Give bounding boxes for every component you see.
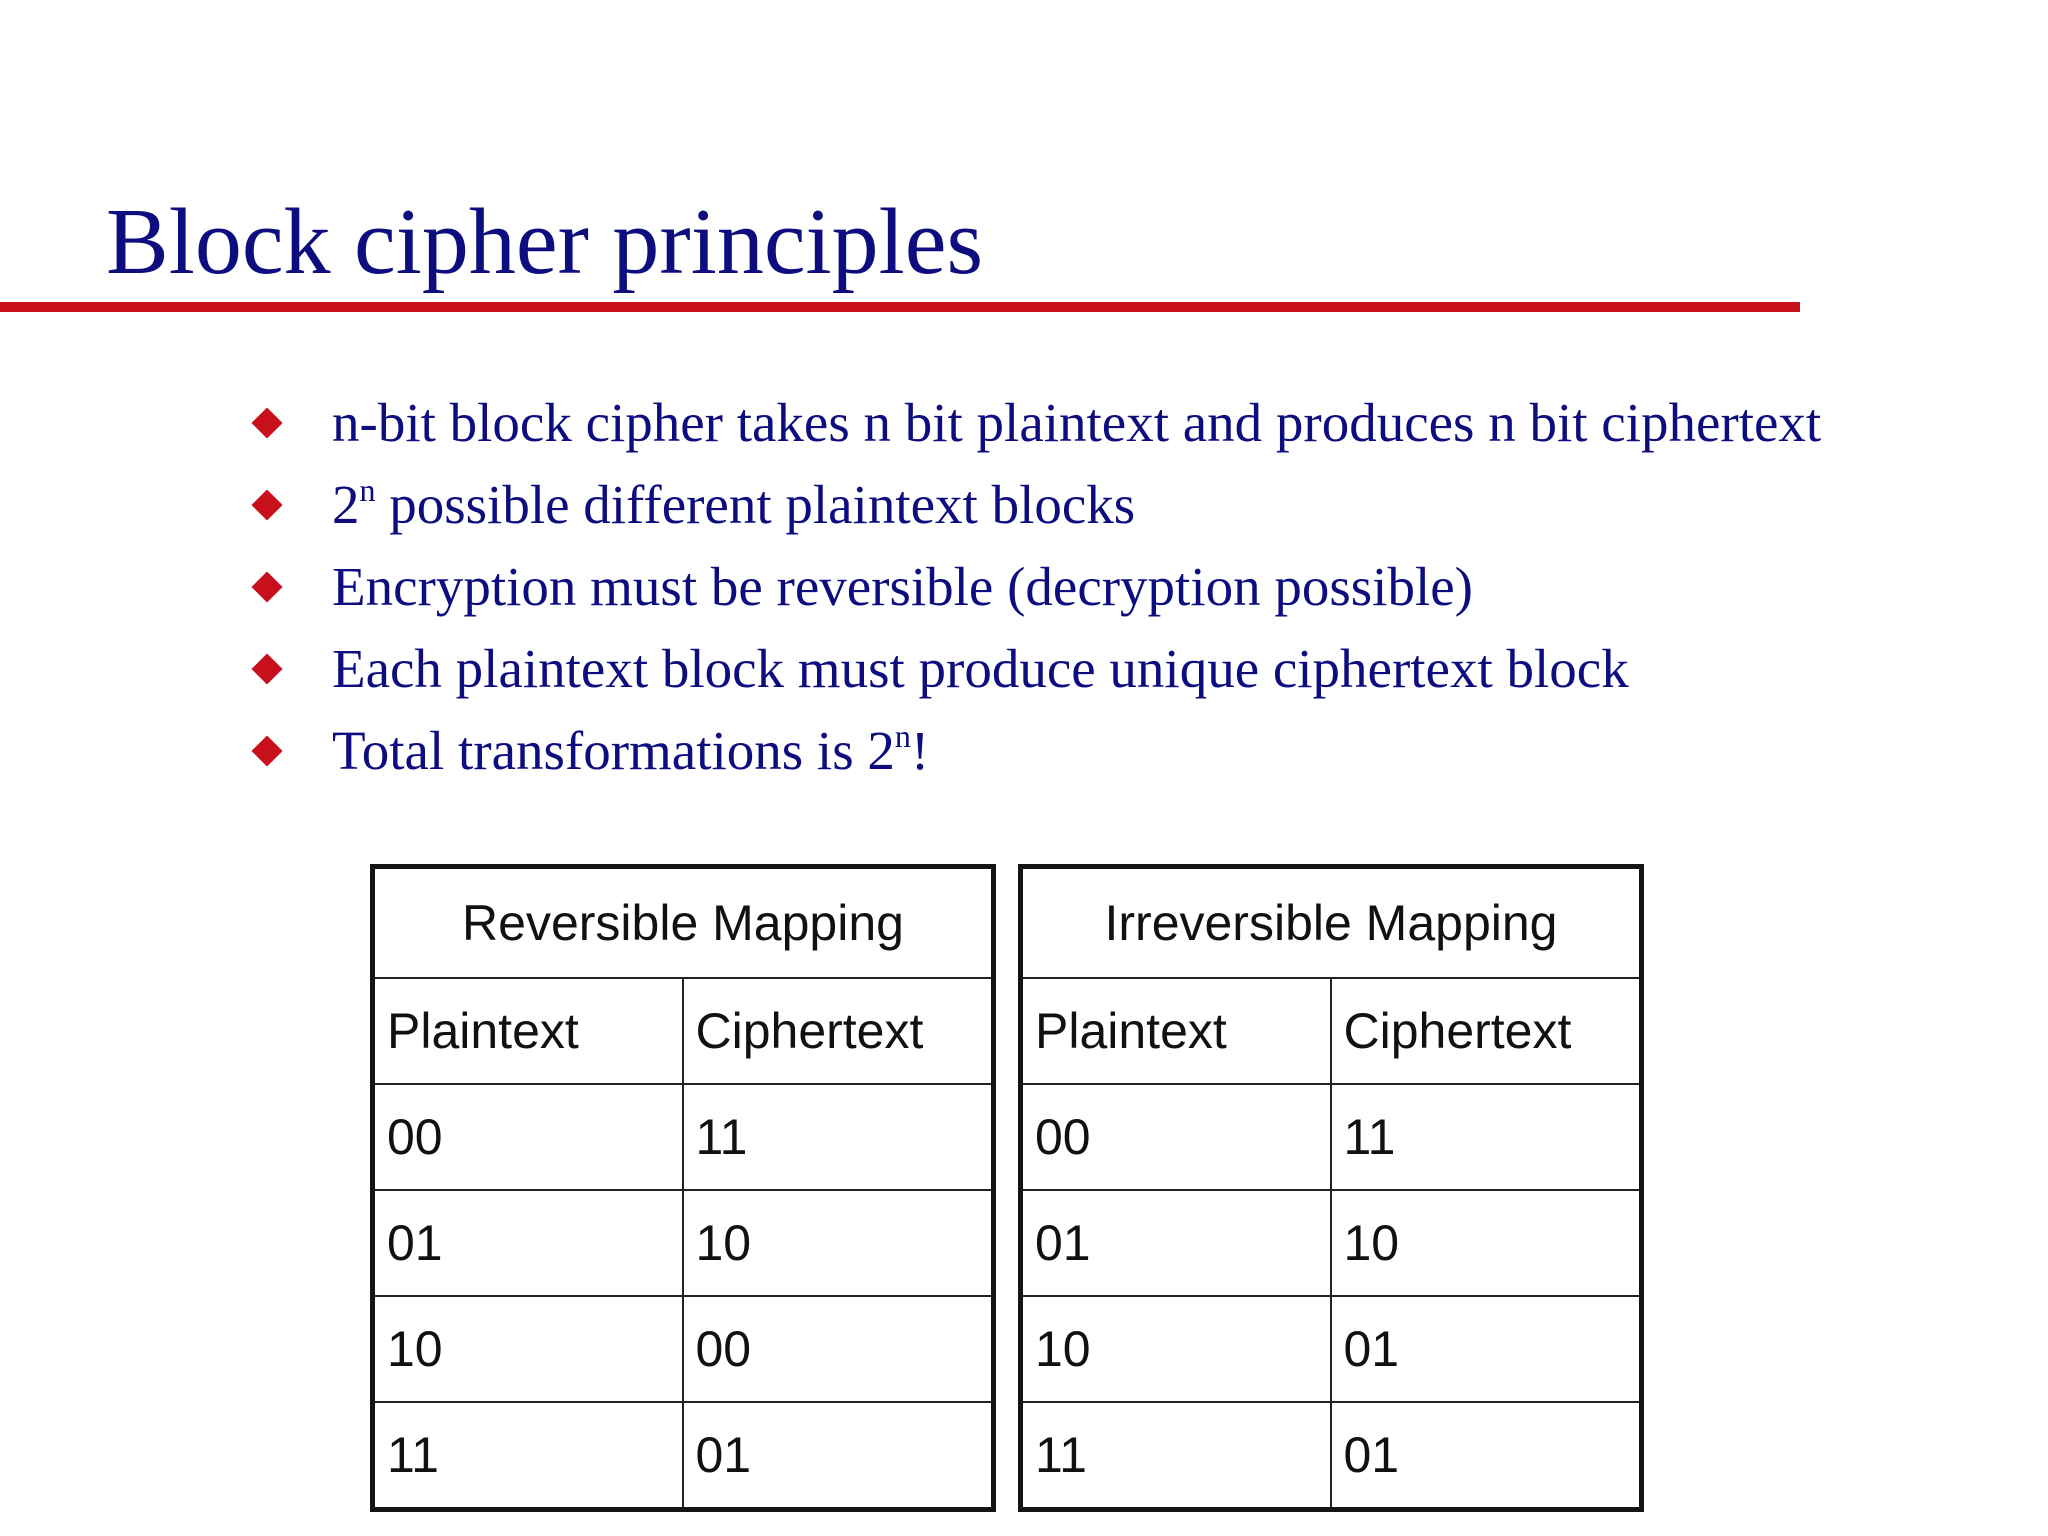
table-row — [1021, 1402, 1642, 1510]
plaintext-cell: 01 — [1021, 1190, 1331, 1296]
table-header-row — [1021, 978, 1642, 1084]
ciphertext-cell: 01 — [683, 1402, 994, 1510]
irreversible-mapping-table — [1018, 864, 1644, 1512]
bullet-text-post: ! — [910, 720, 930, 781]
bullet-text: Each plaintext block must produce unique ciphertext block — [332, 638, 1629, 699]
diamond-bullet-icon — [251, 653, 282, 684]
bullet-text-pre: Total transformations is 2 — [332, 720, 895, 781]
plaintext-cell: 11 — [373, 1402, 683, 1510]
bullet-list — [250, 388, 1821, 798]
plaintext-cell: 00 — [1021, 1084, 1331, 1190]
ciphertext-cell: 11 — [683, 1084, 994, 1190]
table-caption: Reversible Mapping — [373, 867, 994, 979]
plaintext-cell: 01 — [373, 1190, 683, 1296]
column-header-ciphertext: Ciphertext — [683, 978, 994, 1084]
slide-title: Block cipher principles — [106, 190, 984, 294]
ciphertext-cell: 10 — [1331, 1190, 1642, 1296]
table-row — [1021, 1296, 1642, 1402]
diamond-bullet-icon — [251, 489, 282, 520]
diamond-bullet-icon — [251, 571, 282, 602]
table-caption: Irreversible Mapping — [1021, 867, 1642, 979]
table-row — [373, 1084, 994, 1190]
table-header-row — [373, 978, 994, 1084]
bullet-text-pre: 2 — [332, 474, 360, 535]
table-row — [1021, 1084, 1642, 1190]
table-row — [373, 1190, 994, 1296]
diamond-bullet-icon — [251, 735, 282, 766]
table-row — [373, 1402, 994, 1510]
ciphertext-cell: 01 — [1331, 1296, 1642, 1402]
diamond-bullet-icon — [251, 407, 282, 438]
title-underline — [0, 302, 1800, 312]
column-header-plaintext: Plaintext — [373, 978, 683, 1084]
plaintext-cell: 10 — [373, 1296, 683, 1402]
superscript-n: n — [359, 472, 376, 508]
table-row — [1021, 1190, 1642, 1296]
ciphertext-cell: 01 — [1331, 1402, 1642, 1510]
bullet-item — [250, 552, 1821, 634]
bullet-text: n-bit block cipher takes n bit plaintext and produces n bit ciphertext — [332, 392, 1822, 453]
column-header-plaintext: Plaintext — [1021, 978, 1331, 1084]
bullet-item — [250, 634, 1821, 716]
reversible-mapping-table — [370, 864, 996, 1512]
bullet-text-post: possible different plaintext blocks — [375, 474, 1136, 535]
plaintext-cell: 11 — [1021, 1402, 1331, 1510]
plaintext-cell: 10 — [1021, 1296, 1331, 1402]
superscript-n: n — [894, 718, 911, 754]
plaintext-cell: 00 — [373, 1084, 683, 1190]
bullet-item — [250, 388, 1821, 470]
table-row — [373, 1296, 994, 1402]
bullet-item — [250, 716, 1821, 798]
column-header-ciphertext: Ciphertext — [1331, 978, 1642, 1084]
ciphertext-cell: 11 — [1331, 1084, 1642, 1190]
ciphertext-cell: 00 — [683, 1296, 994, 1402]
bullet-item — [250, 470, 1821, 552]
bullet-text: Encryption must be reversible (decryption possible) — [332, 556, 1473, 617]
ciphertext-cell: 10 — [683, 1190, 994, 1296]
